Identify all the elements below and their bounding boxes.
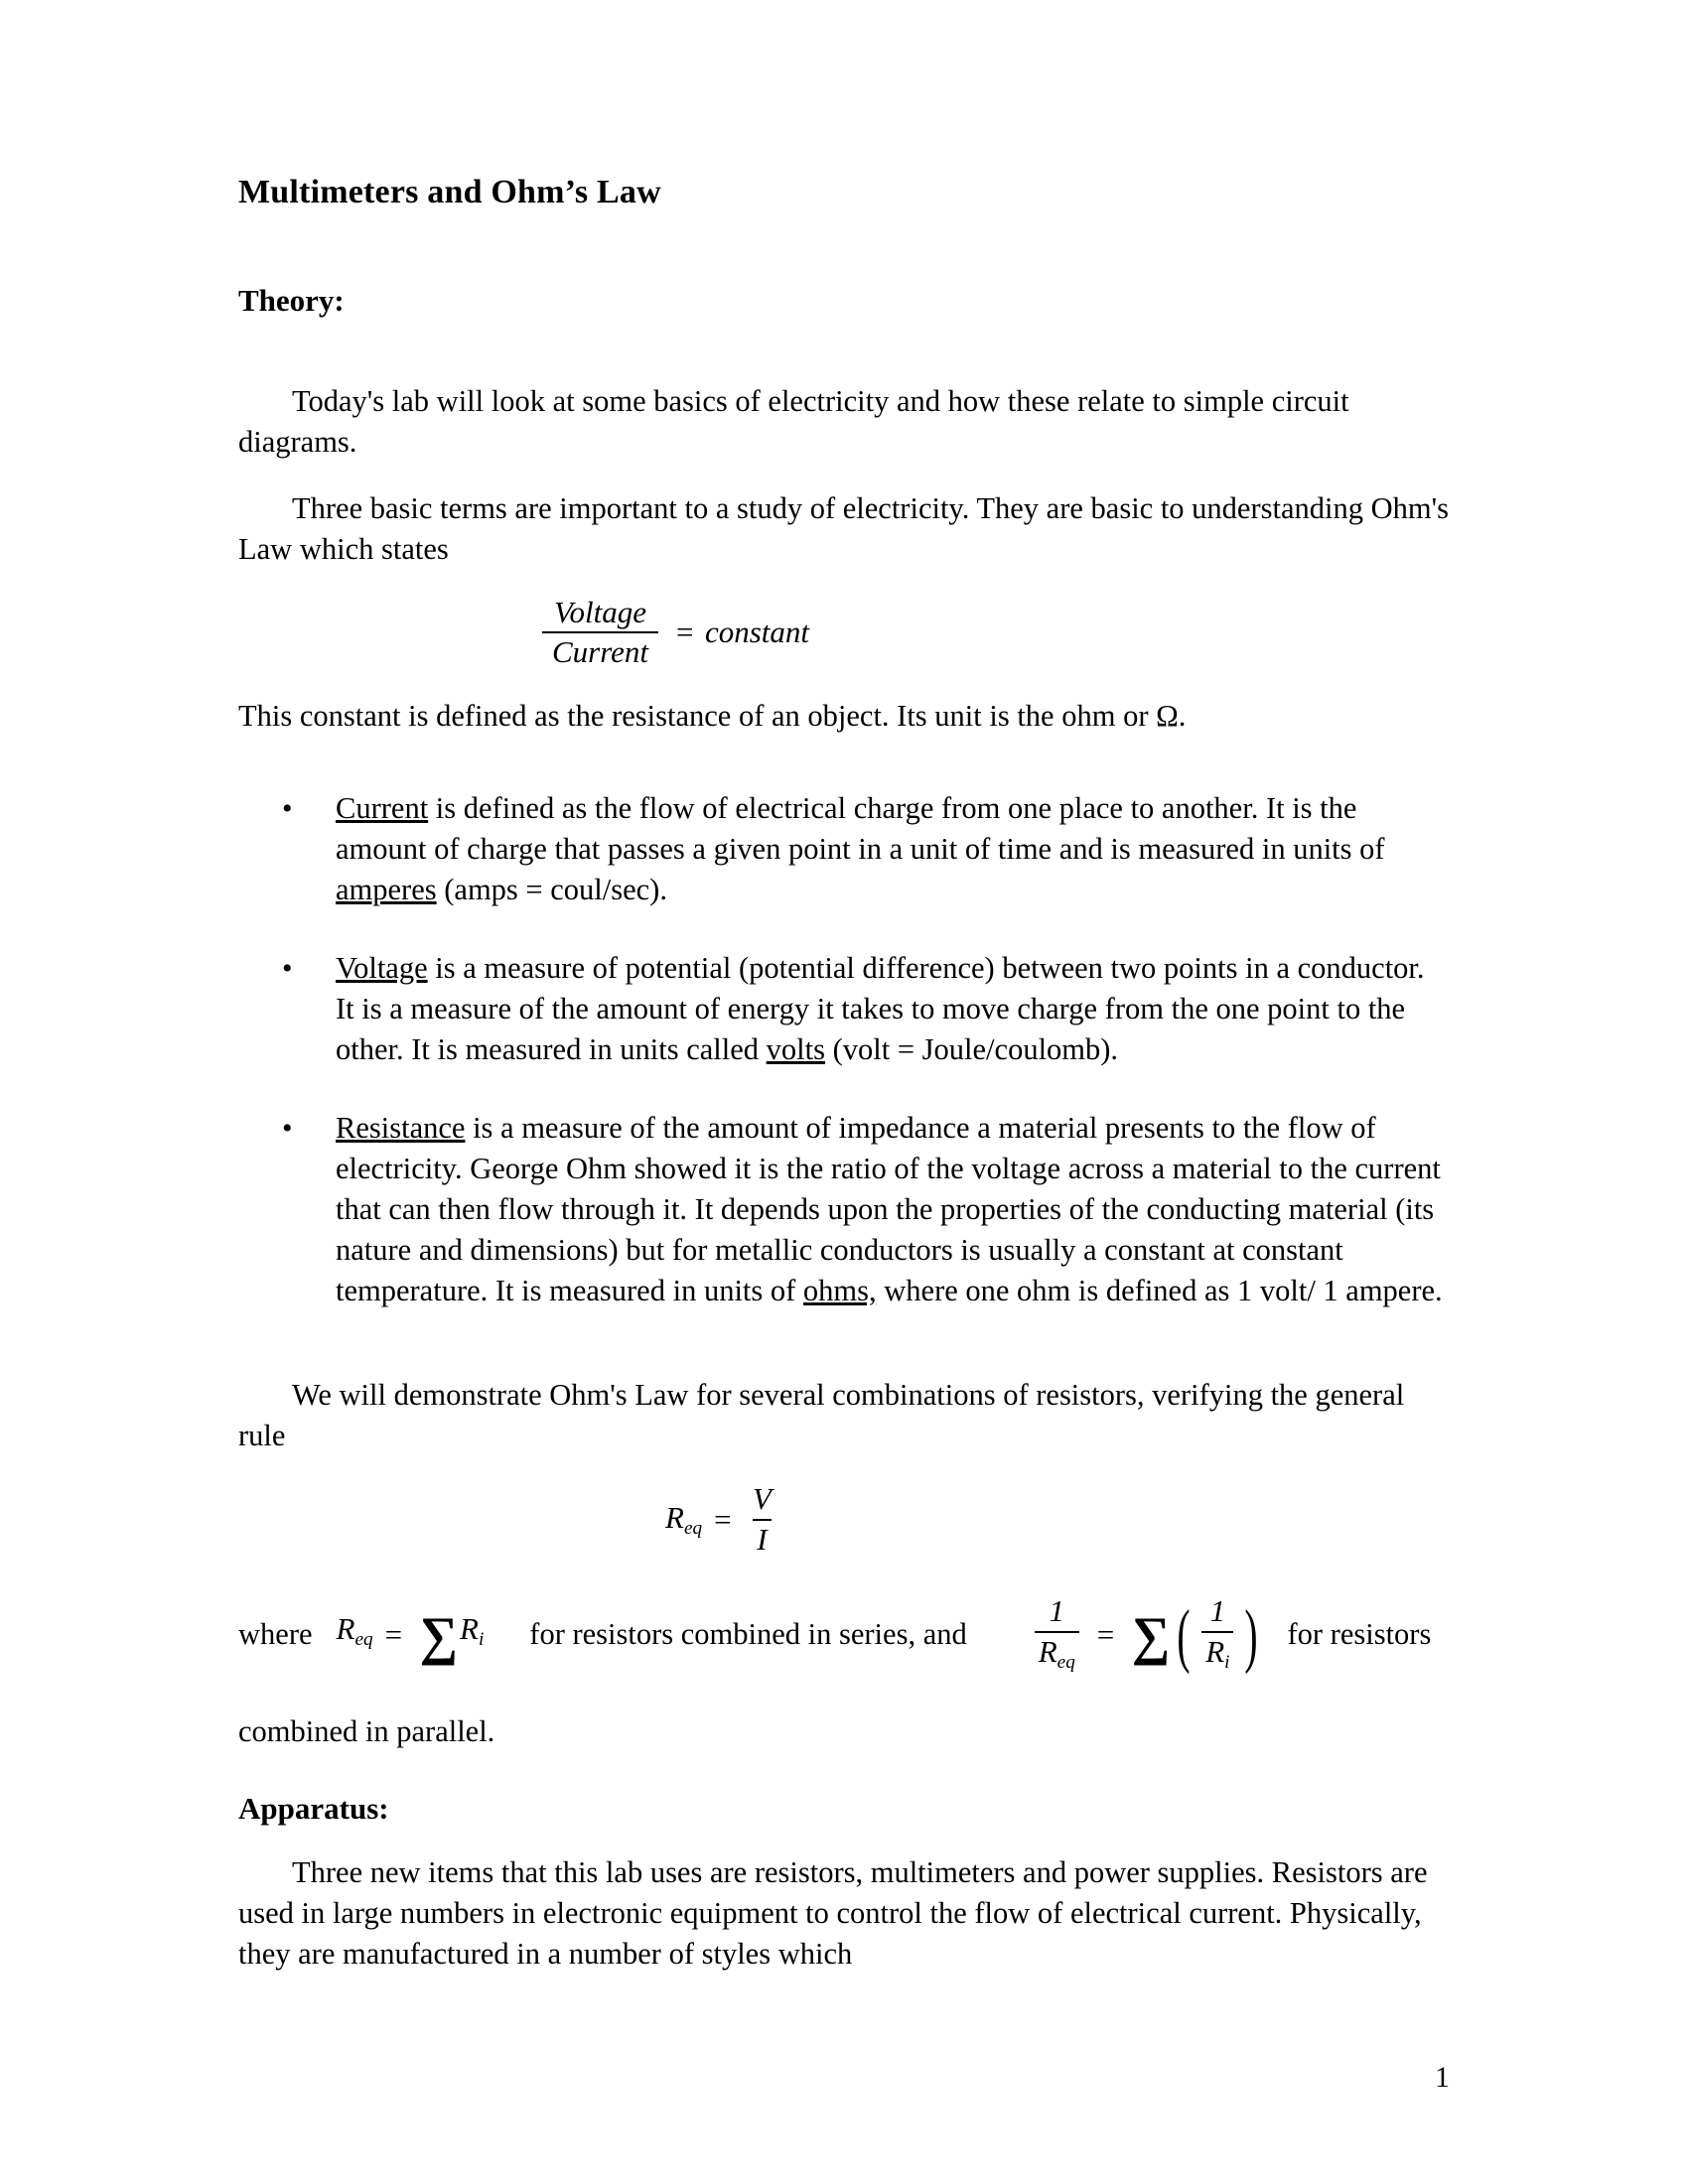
paragraph-combined-parallel: combined in parallel. (238, 1713, 495, 1748)
term-label: Resistance (336, 1111, 466, 1146)
spacer (238, 1311, 1450, 1375)
spacer (238, 670, 1450, 696)
list-item (238, 1108, 1450, 1311)
paragraph-demonstrate: We will demonstrate Ohm's Law for several combinations of resistors, verifying the general rule (238, 1378, 1405, 1453)
paren-open-icon: ( (1177, 1594, 1191, 1675)
series-suffix: for resistors combined in series, and (529, 1616, 967, 1651)
term-description: is defined as the flow of electrical charge from one place to another. It is the amount of charge that passes a given point in a unit of time and is measured in units of (336, 791, 1385, 867)
spacer (238, 570, 1450, 596)
equals-sign: = (1094, 1616, 1116, 1652)
paragraph-apparatus-body: Three new items that this lab uses are resistors, multimeters and power supplies. Resistors are used in large numbers in electronic equipment to control the flow of electrical current. Physically, they are manufactured in a number of styles which (238, 1855, 1428, 1972)
paragraph-intro: Today's lab will look at some basics of electricity and how these relate to simple circuit diagrams. (238, 383, 1349, 459)
parallel-suffix: for resistors (1287, 1616, 1432, 1651)
resistor-subscript: i (1224, 1652, 1230, 1674)
spacer (238, 1557, 1450, 1594)
fraction-one-over-req (1035, 1594, 1079, 1673)
page-number: 1 (1435, 2061, 1450, 2094)
resistor-subscript: i (478, 1629, 485, 1651)
equals-sign: = (712, 1501, 733, 1537)
series-prefix: where (238, 1616, 313, 1651)
fraction-denominator: I (753, 1519, 771, 1558)
resistor-term: $R_i$ (460, 1611, 485, 1651)
page-title: Multimeters and Ohm’s Law (238, 174, 661, 210)
equation-req (238, 1482, 1450, 1557)
fraction-one-over-ri (1201, 1594, 1233, 1673)
equals-sign: = (382, 1616, 404, 1652)
section-heading-apparatus: Apparatus: (238, 1790, 389, 1826)
unit-label: amperes (336, 873, 437, 907)
req-symbol: $R_{eq}$ (665, 1499, 703, 1539)
unit-label: ohms, (802, 1274, 877, 1308)
term-description-tail: where one ohm is defined as 1 volt/ 1 ampere. (876, 1274, 1443, 1308)
fraction-numerator: 1 (1209, 1593, 1226, 1629)
spacer (238, 1674, 1450, 1711)
equation-series-and-parallel-row (238, 1594, 1450, 1673)
paren-close-icon: ) (1244, 1594, 1259, 1675)
spacer (238, 210, 1450, 282)
req-subscript: eq (683, 1517, 703, 1539)
fraction-v-over-i (749, 1482, 775, 1557)
fraction-denominator: Current (542, 631, 658, 670)
paragraph-three-terms: Three basic terms are important to a study of electricity. They are basic to understanding Ohm's Law which states (238, 490, 1449, 566)
spacer (238, 1456, 1450, 1482)
list-item (238, 788, 1450, 910)
summation-icon: ∑ (419, 1605, 458, 1666)
term-label: Current (336, 791, 429, 826)
equation-parallel (1029, 1594, 1264, 1673)
list-item (238, 948, 1450, 1070)
term-description-tail: (amps = coul/sec). (436, 873, 667, 907)
spacer (238, 1827, 1450, 1852)
equals-sign: = (674, 614, 695, 650)
equation-right-side: constant (704, 614, 810, 650)
req-subscript: eq (1056, 1652, 1075, 1674)
fraction-voltage-over-current (542, 596, 658, 670)
bullet-icon: • (282, 1112, 293, 1146)
fraction-denominator: $R_{eq}$ (1035, 1631, 1079, 1674)
fraction-numerator: 1 (1049, 1593, 1065, 1629)
summation-icon: ∑ (1131, 1605, 1171, 1666)
bullet-icon: • (282, 792, 293, 826)
fraction-numerator: V (752, 1481, 772, 1517)
term-label: Voltage (336, 951, 428, 986)
req-subscript: eq (354, 1629, 373, 1651)
equation-series (336, 1605, 485, 1666)
req-symbol: $R_{eq}$ (336, 1611, 373, 1651)
term-description: is a measure of potential (potential difference) between two points in a conductor. It is a measure of the amount of energy it takes to move charge from the one point to the other. It is measured in units called (336, 951, 1425, 1067)
definitions-list (238, 788, 1450, 1311)
spacer (238, 320, 1450, 381)
unit-label: volts (766, 1032, 825, 1067)
paragraph-constant-definition: This constant is defined as the resistance of an object. Its unit is the ohm or Ω. (238, 699, 1187, 734)
fraction-numerator: Voltage (554, 594, 647, 629)
section-heading-theory: Theory: (238, 283, 345, 319)
spacer (238, 1752, 1450, 1790)
fraction-denominator: $R_i$ (1201, 1631, 1233, 1674)
term-description-tail: (volt = Joule/coulomb). (825, 1032, 1119, 1067)
bullet-icon: • (282, 952, 293, 986)
term-description: is a measure of the amount of impedance a material presents to the flow of electricity. George Ohm showed it is the ratio of the voltage across a material to the current that can then flow through it. It depends upon the properties of the conducting material (its nature and dimensions) but for metallic conductors is usually a constant at constant temperature. It is measured in units of (336, 1111, 1441, 1308)
spacer (238, 463, 1450, 488)
spacer (238, 737, 1450, 788)
equation-ohms-law (238, 596, 1450, 670)
